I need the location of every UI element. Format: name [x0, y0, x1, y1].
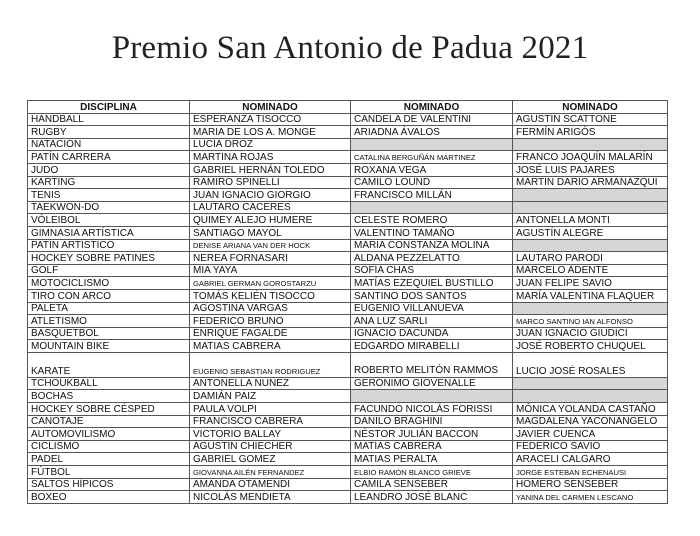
nominee-3-cell: JAVIER CUENCA: [513, 428, 668, 441]
nominee-1-cell: FEDERICO BRUNO: [190, 315, 351, 328]
table-row: [28, 264, 668, 277]
nominee-3-cell: AGUSTÍN ALEGRE: [513, 226, 668, 239]
table-row: [28, 151, 668, 164]
table-row: [28, 340, 668, 353]
discipline-cell: FÚTBOL: [28, 466, 190, 479]
nominee-3-cell: FERMÍN ARIGÓS: [513, 126, 668, 139]
discipline-cell: BOCHAS: [28, 390, 190, 403]
table-row: [28, 327, 668, 340]
discipline-cell: GOLF: [28, 264, 190, 277]
page-title: Premio San Antonio de Padua 2021: [111, 30, 589, 66]
nominee-2-cell: CATALINA BERGUÑÁN MARTINEZ: [351, 151, 513, 164]
nominee-3-cell: MAGDALENA YACONANGELO: [513, 415, 668, 428]
nominee-2-cell: SOFÍA CHAS: [351, 264, 513, 277]
header-disciplina: DISCIPLINA: [28, 101, 190, 114]
nominee-2-cell: CANDELA DE VALENTINI: [351, 113, 513, 126]
table-row: [28, 315, 668, 328]
discipline-cell: PATÍN CARRERA: [28, 151, 190, 164]
table-row: [28, 440, 668, 453]
discipline-cell: PATÍN ARTÍSTICO: [28, 239, 190, 252]
table-row: [28, 138, 668, 151]
nominee-2-cell: SANTINO DOS SANTOS: [351, 289, 513, 302]
table-row: [28, 415, 668, 428]
nominee-2-cell: FRANCISCO MILLÁN: [351, 189, 513, 202]
discipline-cell: CICLISMO: [28, 440, 190, 453]
table-row: [28, 428, 668, 441]
nominee-3-cell: MARÍA VALENTINA FLAQUER: [513, 289, 668, 302]
table-row: [28, 277, 668, 290]
nominee-2-cell: [351, 390, 513, 403]
nominee-2-cell: DANILO BRAGHINI: [351, 415, 513, 428]
nominee-3-cell: [513, 138, 668, 151]
nominee-1-cell: AGUSTÍN CHIECHER: [190, 440, 351, 453]
nominee-1-cell: DENISE ARIANA VAN DER HOCK: [190, 239, 351, 252]
table-row: [28, 289, 668, 302]
nominee-1-cell: DAMIÁN PAIZ: [190, 390, 351, 403]
table-row: [28, 302, 668, 315]
discipline-cell: JUDO: [28, 163, 190, 176]
nominee-3-cell: LAUTARO PARODI: [513, 252, 668, 265]
nominees-table: [27, 100, 668, 504]
nominee-1-cell: AGOSTINA VARGAS: [190, 302, 351, 315]
table-row: [28, 113, 668, 126]
discipline-cell: BASQUETBOL: [28, 327, 190, 340]
table-row: [28, 252, 668, 265]
header-nominado-2: NOMINADO: [351, 101, 513, 114]
nominee-2-cell: [351, 138, 513, 151]
nominee-2-cell: ELBIO RAMÓN BLANCO GRIEVE: [351, 466, 513, 479]
nominee-1-cell: MARTINA ROJAS: [190, 151, 351, 164]
nominee-3-cell: AGUSTÍN SCATTONE: [513, 113, 668, 126]
table-row: [28, 466, 668, 479]
discipline-cell: AUTOMOVILISMO: [28, 428, 190, 441]
nominee-2-cell: MATÍAS EZEQUIEL BUSTILLO: [351, 277, 513, 290]
nominee-3-cell: MARCO SANTINO IAN ALFONSO: [513, 315, 668, 328]
nominee-1-cell: GABRIEL GERMAN GOROSTARZU: [190, 277, 351, 290]
nominee-2-cell: GERÓNIMO GIOVENALLE: [351, 377, 513, 390]
nominee-1-cell: GABRIEL GOMEZ: [190, 453, 351, 466]
table-row: [28, 453, 668, 466]
nominee-2-cell: IGNACIO DACUNDA: [351, 327, 513, 340]
table-row: [28, 403, 668, 416]
table-row: [28, 478, 668, 491]
nominee-1-cell: ANTONELLA NUÑEZ: [190, 377, 351, 390]
nominee-3-cell: [513, 239, 668, 252]
discipline-cell: SALTOS HÍPICOS: [28, 478, 190, 491]
nominee-1-cell: LUCÍA DROZ: [190, 138, 351, 151]
nominee-2-cell: LEANDRO JOSÉ BLANC: [351, 491, 513, 504]
nominee-2-cell: [351, 201, 513, 214]
nominee-1-cell: ESPERANZA TISOCCO: [190, 113, 351, 126]
table-row: [28, 126, 668, 139]
nominee-1-cell: SANTIAGO MAYOL: [190, 226, 351, 239]
nominee-2-cell: FACUNDO NICOLÁS FORISSI: [351, 403, 513, 416]
table-row: [28, 214, 668, 227]
nominee-2-cell: EUGENIO VILLANUEVA: [351, 302, 513, 315]
table-row: [28, 176, 668, 189]
table-row: [28, 239, 668, 252]
nominee-3-cell: LUCIO JOSÉ ROSALES: [513, 352, 668, 377]
table-row: [28, 163, 668, 176]
nominee-1-cell: QUIMEY ALEJO HUMERE: [190, 214, 351, 227]
discipline-cell: MOTOCICLISMO: [28, 277, 190, 290]
nominee-1-cell: ENRIQUE FAGALDE: [190, 327, 351, 340]
nominee-1-cell: MIA YAYA: [190, 264, 351, 277]
discipline-cell: PALETA: [28, 302, 190, 315]
nominee-3-cell: [513, 302, 668, 315]
discipline-cell: HOCKEY SOBRE PATINES: [28, 252, 190, 265]
discipline-cell: PADEL: [28, 453, 190, 466]
nominee-2-cell: NÉSTOR JULIÁN BACCON: [351, 428, 513, 441]
nominee-2-cell: MATIAS PERALTA: [351, 453, 513, 466]
nominee-1-cell: LAUTARO CÁCERES: [190, 201, 351, 214]
nominee-2-cell: CAMILO LOUND: [351, 176, 513, 189]
nominee-3-cell: FRANCO JOAQUÍN MALARÍN: [513, 151, 668, 164]
nominee-1-cell: FRANCISCO CABRERA: [190, 415, 351, 428]
table-row: [28, 226, 668, 239]
nominee-2-cell: ALDANA PEZZELATTO: [351, 252, 513, 265]
table-header-row: [28, 101, 668, 114]
nominee-1-cell: RAMIRO SPINELLI: [190, 176, 351, 189]
nominee-3-cell: YANINA DEL CARMEN LESCANO: [513, 491, 668, 504]
table-row: [28, 377, 668, 390]
table-row: [28, 491, 668, 504]
nominee-3-cell: MARCELO ADENTE: [513, 264, 668, 277]
nominee-3-cell: [513, 390, 668, 403]
discipline-cell: TENIS: [28, 189, 190, 202]
nominee-1-cell: PAULA VOLPI: [190, 403, 351, 416]
nominee-3-cell: JOSÉ ROBERTO CHUQUEL: [513, 340, 668, 353]
discipline-cell: TCHOUKBALL: [28, 377, 190, 390]
nominee-3-cell: MARTIN DARIO ARMANAZQUI: [513, 176, 668, 189]
nominee-1-cell: JUAN IGNACIO GIORGIO: [190, 189, 351, 202]
nominee-2-cell: MARIA CONSTANZA MOLINA: [351, 239, 513, 252]
nominee-3-cell: JORGE ESTEBAN ECHENAUSI: [513, 466, 668, 479]
nominee-1-cell: AMANDA OTAMENDI: [190, 478, 351, 491]
table-row: [28, 352, 668, 377]
nominee-1-cell: MATIAS CABRERA: [190, 340, 351, 353]
discipline-cell: GIMNASIA ARTÍSTICA: [28, 226, 190, 239]
nominee-2-cell: ROBERTO MELITÓN RAMMOS: [351, 352, 513, 377]
discipline-cell: RUGBY: [28, 126, 190, 139]
nominee-2-cell: ARIADNA ÁVALOS: [351, 126, 513, 139]
discipline-cell: NATACIÓN: [28, 138, 190, 151]
nominee-3-cell: ARACELI CALGARO: [513, 453, 668, 466]
nominee-3-cell: HOMERO SENSEBER: [513, 478, 668, 491]
discipline-cell: VÓLEIBOL: [28, 214, 190, 227]
discipline-cell: CANOTAJE: [28, 415, 190, 428]
discipline-cell: TIRO CON ARCO: [28, 289, 190, 302]
nominee-2-cell: CELESTE ROMERO: [351, 214, 513, 227]
nominee-3-cell: [513, 189, 668, 202]
table-body: [28, 113, 668, 503]
discipline-cell: HANDBALL: [28, 113, 190, 126]
table-row: [28, 189, 668, 202]
discipline-cell: KARTING: [28, 176, 190, 189]
header-nominado-1: NOMINADO: [190, 101, 351, 114]
nominee-1-cell: GABRIEL HERNÁN TOLEDO: [190, 163, 351, 176]
discipline-cell: ATLETISMO: [28, 315, 190, 328]
nominee-2-cell: VALENTINO TAMAÑO: [351, 226, 513, 239]
nominee-1-cell: VICTORIO BALLAY: [190, 428, 351, 441]
nominee-1-cell: NICOLÁS MENDIETA: [190, 491, 351, 504]
nominee-3-cell: [513, 201, 668, 214]
nominee-3-cell: JUAN IGNACIO GIUDICI: [513, 327, 668, 340]
nominee-3-cell: JUAN FELIPE SAVIO: [513, 277, 668, 290]
nominee-1-cell: GIOVANNA AILÉN FERNANDEZ: [190, 466, 351, 479]
discipline-cell: TAEKWON-DO: [28, 201, 190, 214]
header-nominado-3: NOMINADO: [513, 101, 668, 114]
discipline-cell: BOXEO: [28, 491, 190, 504]
nominee-2-cell: MATÍAS CABRERA: [351, 440, 513, 453]
nominee-3-cell: ANTONELLA MONTI: [513, 214, 668, 227]
nominee-3-cell: FEDERICO SAVIO: [513, 440, 668, 453]
discipline-cell: MOUNTAIN BIKE: [28, 340, 190, 353]
nominee-1-cell: TOMÁS KELIÉN TISOCCO: [190, 289, 351, 302]
nominee-3-cell: [513, 377, 668, 390]
nominee-2-cell: EDGARDO MIRABELLI: [351, 340, 513, 353]
nominee-1-cell: MARIA DE LOS A. MONGE: [190, 126, 351, 139]
nominee-2-cell: CAMILA SENSEBER: [351, 478, 513, 491]
discipline-cell: KARATE: [28, 352, 190, 377]
nominee-3-cell: JOSÉ LUIS PAJARES: [513, 163, 668, 176]
nominee-2-cell: ANA LUZ SARLI: [351, 315, 513, 328]
nominee-3-cell: MÓNICA YOLANDA CASTAÑO: [513, 403, 668, 416]
table-row: [28, 201, 668, 214]
discipline-cell: HOCKEY SOBRE CÉSPED: [28, 403, 190, 416]
nominee-1-cell: EUGENIO SEBASTIAN RODRIGUEZ: [190, 352, 351, 377]
nominee-2-cell: ROXANA VEGA: [351, 163, 513, 176]
nominee-1-cell: NEREA FORNASARI: [190, 252, 351, 265]
table-row: [28, 390, 668, 403]
